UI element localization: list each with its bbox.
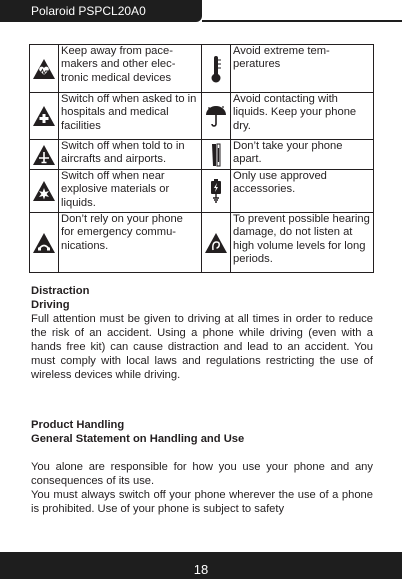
warning-row	[30, 45, 374, 93]
warning-icon-cell	[30, 213, 59, 273]
warning-icon-cell	[202, 170, 231, 213]
pacemaker-warning-icon	[32, 58, 56, 80]
warning-icon-cell	[202, 213, 231, 273]
airplane-warning-icon	[32, 144, 56, 166]
warning-icon-cell	[30, 170, 59, 213]
warning-icon-cell	[202, 93, 231, 140]
product-handling-heading: Product Handling	[31, 419, 125, 431]
warning-text: Keep away from pace-makers and other elec-tronic medical devices	[59, 45, 202, 93]
warning-text: Switch off when told to in aircrafts and airports.	[59, 140, 202, 170]
thermometer-warning-icon	[209, 54, 223, 84]
warning-row	[30, 213, 374, 273]
umbrella-warning-icon	[204, 104, 228, 128]
handling-paragraph-2: You must always switch off your phone wherever the use of a phone is prohibited. Use of your phone is subject to safety	[31, 489, 373, 515]
warning-icon-cell	[30, 45, 59, 93]
warning-text: Don’t rely on your phone for emergency commu-nications.	[59, 213, 202, 273]
warning-text: Switch off when near explosive materials or liquids.	[59, 170, 202, 213]
warning-text: Avoid contacting with liquids. Keep your phone dry.	[231, 93, 374, 140]
distraction-heading: Distraction	[31, 285, 90, 297]
document-title: Polaroid PSPCL20A0	[31, 4, 146, 18]
driving-paragraph: Full attention must be given to driving at all times in order to reduce the risk of an accident. Using a phone while driving (even with a hands free kit) can cause distraction and lead to an accident. You must comply with local laws and regulations restricting the use of wireless devices while driving.	[31, 313, 373, 381]
battery-warning-icon	[208, 178, 224, 204]
warning-row	[30, 170, 374, 213]
warning-icon-cell	[30, 93, 59, 140]
footer-bar	[0, 552, 402, 579]
page-number: 18	[193, 562, 209, 577]
explosion-warning-icon	[32, 180, 56, 202]
hearing-warning-icon	[204, 232, 228, 254]
warning-text: Don’t take your phone apart.	[231, 140, 374, 170]
header-bar	[0, 0, 402, 38]
general-statement-subheading: General Statement on Handling and Use	[31, 433, 245, 445]
header-rule	[202, 20, 402, 22]
hospital-warning-icon	[32, 105, 56, 127]
warning-icon-cell	[202, 45, 231, 93]
driving-subheading: Driving	[31, 299, 70, 311]
warning-icon-cell	[30, 140, 59, 170]
warning-text: To prevent possible hearing damage, do not listen at high volume levels for long periods.	[231, 213, 374, 273]
disassembly-warning-icon	[209, 142, 223, 168]
safety-warnings-table	[29, 44, 374, 273]
warning-row	[30, 140, 374, 170]
warning-row	[30, 93, 374, 140]
warning-text: Switch off when asked to in hospitals and medical facilities	[59, 93, 202, 140]
warning-icon-cell	[202, 140, 231, 170]
handling-paragraph-1: You alone are responsible for how you use your phone and any consequences of its use.	[31, 461, 373, 487]
warning-text: Only use approved accessories.	[231, 170, 374, 213]
emergency-phone-warning-icon	[32, 232, 56, 254]
warning-text: Avoid extreme tem-peratures	[231, 45, 374, 93]
